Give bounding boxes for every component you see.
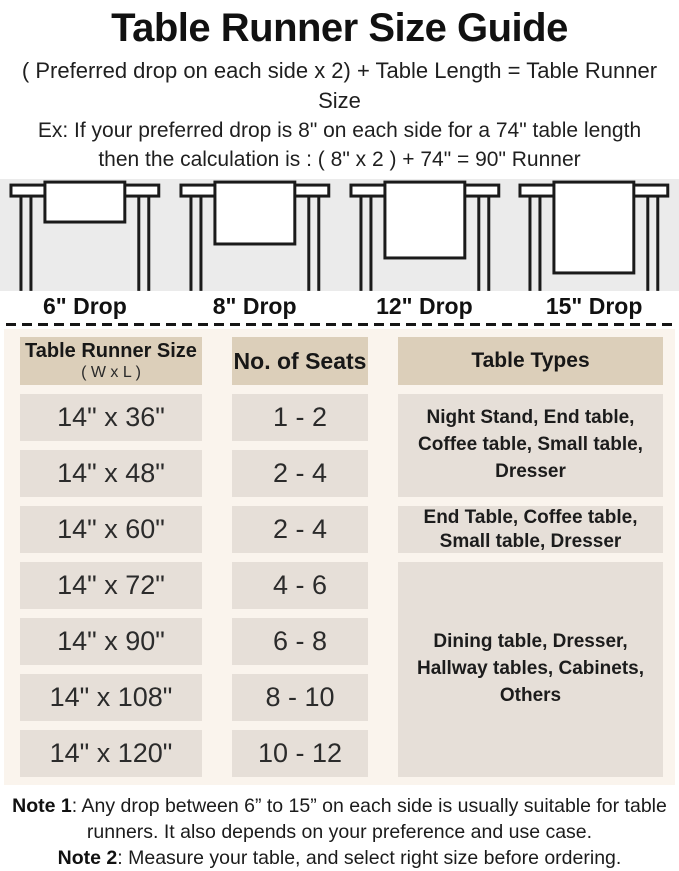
page-title: Table Runner Size Guide [111, 6, 568, 50]
notes [0, 785, 679, 871]
note-2 [10, 845, 670, 871]
size-cell-14x60: 14" x 60" [20, 506, 202, 553]
drop-label-12in: 12" Drop [376, 293, 473, 319]
dashed-divider [6, 323, 673, 326]
size-table-section [4, 329, 675, 785]
seats-cell-14x108: 8 - 10 [232, 674, 368, 721]
size-cell-14x120: 14" x 120" [20, 730, 202, 777]
drop-label-6in: 6" Drop [43, 293, 127, 319]
note-1 [10, 793, 670, 845]
table-runner-15in-icon [509, 179, 679, 291]
formula-line: ( Preferred drop on each side x 2) + Table Length = Table Runner Size [21, 58, 658, 113]
header [0, 0, 679, 174]
example-line-1: Ex: If your preferred drop is 8" on each side for a 74" table length [37, 119, 642, 142]
drop-labels [0, 291, 679, 322]
col-header-types: Table Types [398, 337, 663, 385]
size-cell-14x90: 14" x 90" [20, 618, 202, 665]
note-1-text: : Any drop between 6” to 15” on each side is usually suitable for table runners. It also depends on your preference and use case. [71, 795, 667, 843]
drop-label-15in: 15" Drop [545, 293, 643, 319]
seats-cell-14x120: 10 - 12 [232, 730, 368, 777]
table-runner-8in-icon [170, 179, 340, 291]
type-cell-large-tables: Dining table, Dresser, Hallway tables, Cabinets, Others [398, 562, 663, 777]
col-header-seats: No. of Seats [232, 337, 368, 385]
note-1-label: Note 1 [12, 795, 72, 817]
note-2-label: Note 2 [57, 847, 118, 869]
size-cell-14x72: 14" x 72" [20, 562, 202, 609]
col-header-runner-size-subtitle: ( W x L ) [81, 364, 141, 381]
table-runner-12in-icon [340, 179, 510, 291]
seats-cell-14x48: 2 - 4 [232, 450, 368, 497]
col-header-runner-size [20, 337, 202, 385]
size-table [20, 337, 675, 777]
seats-cell-14x60: 2 - 4 [232, 506, 368, 553]
type-cell-medium-tables: End Table, Coffee table, Small table, Dresser [398, 506, 663, 553]
drop-figure-8in [170, 179, 340, 291]
table-runner-6in-icon [0, 179, 170, 291]
example-line-2: then the calculation is : ( 8" x 2 ) + 74" = 90" Runner [98, 148, 581, 171]
size-cell-14x36: 14" x 36" [20, 394, 202, 441]
type-cell-small-tables: Night Stand, End table, Coffee table, Small table, Dresser [398, 394, 663, 497]
seats-cell-14x90: 6 - 8 [232, 618, 368, 665]
drop-figure-6in [0, 179, 170, 291]
drop-figure-15in [509, 179, 679, 291]
size-cell-14x108: 14" x 108" [20, 674, 202, 721]
drop-label-8in: 8" Drop [212, 293, 297, 319]
size-cell-14x48: 14" x 48" [20, 450, 202, 497]
drop-diagrams [0, 179, 679, 291]
note-2-text: : Measure your table, and select right size before ordering. [117, 847, 622, 869]
seats-cell-14x36: 1 - 2 [232, 394, 368, 441]
col-header-runner-size-title: Table Runner Size [25, 340, 197, 362]
drop-figure-12in [340, 179, 510, 291]
seats-cell-14x72: 4 - 6 [232, 562, 368, 609]
